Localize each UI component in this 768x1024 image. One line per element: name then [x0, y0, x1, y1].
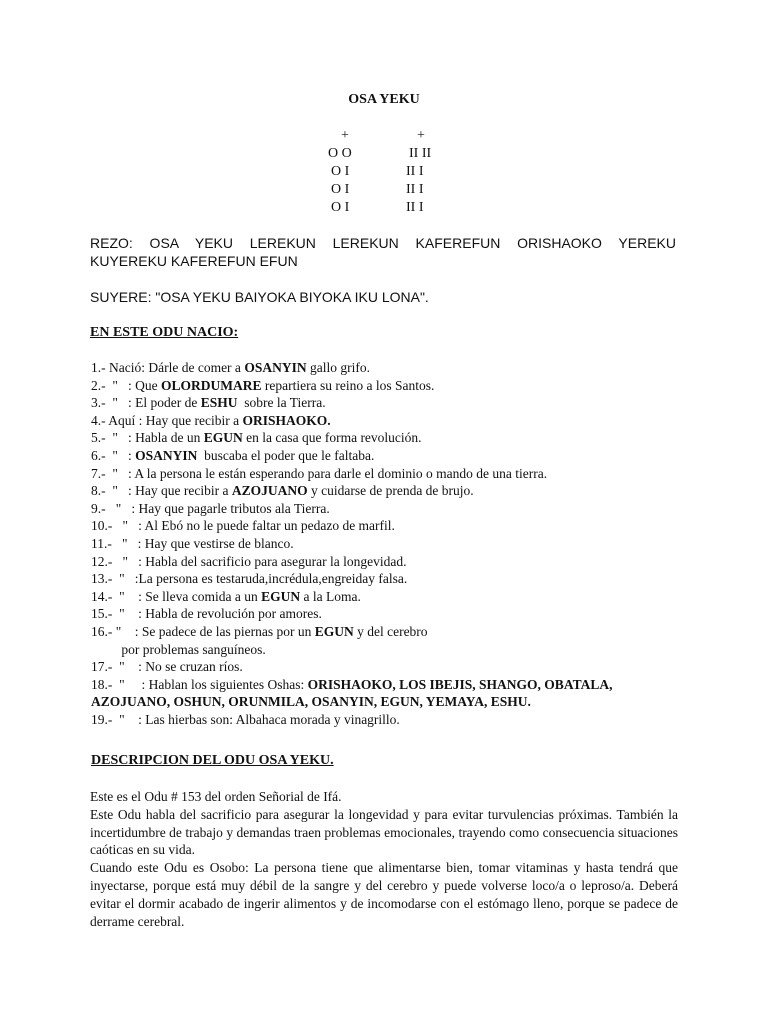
item-text: 1.- Nació: Dárle de comer a [91, 360, 245, 375]
odu-list-item [91, 536, 294, 552]
odu-list-item [91, 589, 361, 605]
item-highlight: EGUN [314, 624, 354, 639]
sign-right-mark: + [417, 128, 425, 143]
item-text: y cuidarse de prenda de brujo. [307, 483, 474, 499]
item-highlight: OSANYIN [244, 360, 307, 375]
rezo-line-2: KUYEREKU KAFEREFUN EFUN [90, 253, 298, 269]
odu-list-item [91, 554, 407, 570]
item-text: 5.- " : Habla de un [91, 430, 204, 446]
item-text: a la Loma. [300, 588, 361, 604]
odu-list-item [91, 360, 370, 376]
odu-list-item [91, 430, 422, 446]
item-highlight: AZOJUANO, OSHUN, ORUNMILA, OSANYIN, EGUN, YEMAYA, ESHU. [91, 694, 531, 710]
odu-list-item [91, 677, 612, 693]
odu-list-item [91, 624, 428, 640]
odu-list-item [91, 395, 326, 411]
item-text: 8.- " : Hay que recibir a [91, 483, 232, 499]
item-highlight: AZOJUANO [231, 483, 308, 499]
item-text: 15.- " : Habla de revolución por amores. [91, 606, 322, 622]
item-text: 3.- " : El poder de [91, 395, 201, 411]
item-text: 10.- " : Al Ebó no le puede faltar un pedazo de marfil. [91, 518, 395, 534]
sign-right-row: II I [406, 182, 424, 197]
item-highlight: EGUN [203, 430, 243, 446]
odu-list-item [91, 448, 374, 464]
odu-list-item [91, 606, 322, 622]
section-heading-nacio: EN ESTE ODU NACIO: [90, 325, 239, 340]
description-paragraph: Este es el Odu # 153 del orden Señorial de Ifá. [90, 789, 342, 804]
sign-left-row: O I [331, 164, 350, 179]
item-highlight: ORISHAOKO, LOS IBEJIS, SHANGO, OBATALA, [307, 676, 613, 692]
sign-right-row: II II [409, 146, 432, 161]
sign-right-row: II I [406, 164, 424, 179]
item-text: 16.- " : Se padece de las piernas por un [91, 624, 315, 639]
odu-list-item [91, 571, 407, 587]
item-highlight: EGUN [261, 588, 301, 604]
description-body [90, 788, 678, 930]
item-highlight: OLORDUMARE [161, 377, 262, 393]
odu-list-item [91, 694, 531, 710]
item-highlight: ORISHAOKO. [242, 412, 331, 428]
sign-right-row: II I [406, 200, 424, 215]
odu-list-item [91, 518, 395, 534]
odu-list-item [91, 712, 400, 728]
odu-list-item [91, 659, 243, 675]
odu-list-item [91, 413, 331, 429]
item-highlight: OSANYIN [135, 448, 198, 463]
item-text: 2.- " : Que [91, 377, 161, 393]
item-text: 18.- " : Hablan los siguientes Oshas: [91, 676, 308, 692]
odu-list-item [91, 642, 266, 658]
description-paragraph: Este Odu habla del sacrificio para asegurar la longevidad y para evitar turvulencias próximas. También la incertidumbre de trabajo y demandas traen problemas emocionales, trayendo como consecuencia situaciones caóticas en su vida. [90, 806, 678, 858]
item-text: 9.- " : Hay que pagarle tributos ala Tierra. [91, 500, 330, 516]
item-text: 19.- " : Las hierbas son: Albahaca morada y vinagrillo. [91, 712, 400, 727]
section-heading-descripcion: DESCRIPCION DEL ODU OSA YEKU. [91, 753, 334, 768]
document-title: OSA YEKU [348, 92, 420, 107]
item-text: gallo grifo. [306, 360, 370, 375]
item-text: 13.- " :La persona es testaruda,incrédula,engreiday falsa. [91, 571, 408, 587]
item-text: y del cerebro [353, 624, 428, 639]
item-text: repartiera su reino a los Santos. [261, 377, 435, 393]
odu-list-item [91, 501, 330, 517]
item-text: en la casa que forma revolución. [242, 430, 422, 446]
item-text: 6.- " : [91, 448, 136, 463]
sign-left-row: O O [328, 146, 352, 161]
suyere-text: SUYERE: "OSA YEKU BAIYOKA BIYOKA IKU LONA". [90, 289, 429, 305]
sign-left-row: O I [331, 200, 350, 215]
odu-list-item [91, 466, 547, 482]
sign-left-row: O I [331, 182, 350, 197]
item-text: 17.- " : No se cruzan ríos. [91, 659, 243, 675]
item-highlight: ESHU [200, 395, 238, 411]
item-text: 14.- " : Se lleva comida a un [91, 588, 262, 604]
odu-list-item [91, 378, 434, 394]
description-paragraph: Cuando este Odu es Osobo: La persona tiene que alimentarse bien, tomar vitaminas y hasta tendrá que inyectarse, porque está muy débil de la sangre y del cerebro y puede volverse loco/a o leproso/a. Deberá evitar el dormir acabado de ingerir alimentos y de incomodarse con el estómago lleno, porque se padece de derrame cerebral. [90, 860, 678, 929]
item-text: 7.- " : A la persona le están esperando para darle el dominio o mando de una tierra. [91, 465, 548, 481]
sign-left-mark: + [341, 128, 349, 143]
item-text: sobre la Tierra. [237, 395, 326, 411]
rezo-line-1: REZO: OSA YEKU LEREKUN LEREKUN KAFEREFUN ORISHAOKO YEREKU [90, 235, 676, 251]
item-text: 12.- " : Habla del sacrificio para asegurar la longevidad. [91, 553, 407, 569]
item-text: 11.- " : Hay que vestirse de blanco. [91, 536, 294, 551]
odu-list-item [91, 483, 474, 499]
item-text: 4.- Aquí : Hay que recibir a [91, 412, 243, 428]
item-text: por problemas sanguíneos. [91, 641, 266, 657]
item-text: buscaba el poder que le faltaba. [197, 448, 375, 463]
